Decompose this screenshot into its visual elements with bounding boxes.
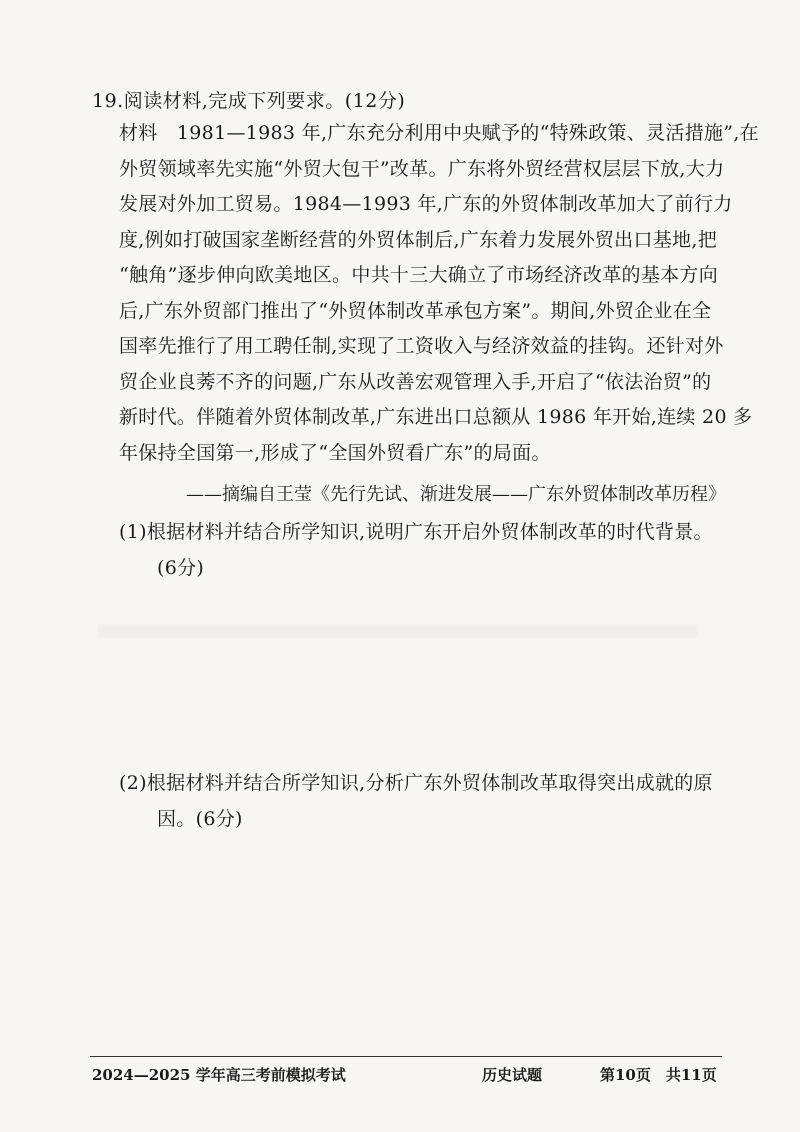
sub-question-2 <box>119 765 713 837</box>
footer-exam-name: 2024—2025 学年高三考前模拟考试 <box>92 1066 346 1084</box>
material-line: 贸企业良莠不齐的问题,广东从改善宏观管理入手,开启了“依法治贸”的 <box>119 370 712 393</box>
material-line: 材料 1981—1983 年,广东充分利用中央赋予的“特殊政策、灵活措施”,在 <box>119 122 759 144</box>
material-line: 年保持全国第一,形成了“全国外贸看广东”的局面。 <box>119 441 551 464</box>
material-line: 后,广东外贸部门推出了“外贸体制改革承包方案”。期间,外贸企业在全 <box>119 299 712 322</box>
material-line: 外贸领域率先实施“外贸大包干”改革。广东将外贸经营权层层下放,大力 <box>119 157 725 180</box>
footer-subject: 历史试题 <box>482 1066 543 1084</box>
footer-page-number: 第10页 共11页 <box>600 1066 717 1084</box>
material-line: “触角”逐步伸向欧美地区。中共十三大确立了市场经济改革的基本方向 <box>119 264 719 286</box>
material-line: 度,例如打破国家垄断经营的外贸体制后,广东着力发展外贸出口基地,把 <box>119 228 718 251</box>
material-source: ——摘编自王莹《先行先试、渐进发展——广东外贸体制改革历程》 <box>186 484 726 505</box>
sub-question-2-score: 因。(6分) <box>157 808 243 830</box>
question-title: 19.阅读材料,完成下列要求。(12分) <box>92 90 406 112</box>
material-line: 新时代。伴随着外贸体制改革,广东进出口总额从 1986 年开始,连续 20 多 <box>119 406 753 428</box>
material-line: 国率先推行了用工聘任制,实现了工资收入与经济效益的挂钩。还针对外 <box>119 335 724 357</box>
sub-question-2-text: (2)根据材料并结合所学知识,分析广东外贸体制改革取得突出成就的原 <box>119 772 713 794</box>
sub-question-1 <box>119 514 713 586</box>
sub-question-1-text: (1)根据材料并结合所学知识,说明广东开启外贸体制改革的时代背景。 <box>119 521 713 543</box>
footer-divider <box>90 1056 722 1057</box>
sub-question-1-score: (6分) <box>157 557 205 579</box>
bleed-through-shadow <box>98 624 698 638</box>
material-line: 发展对外加工贸易。1984—1993 年,广东的外贸体制改革加大了前行力 <box>119 193 733 215</box>
material-passage <box>119 116 759 471</box>
